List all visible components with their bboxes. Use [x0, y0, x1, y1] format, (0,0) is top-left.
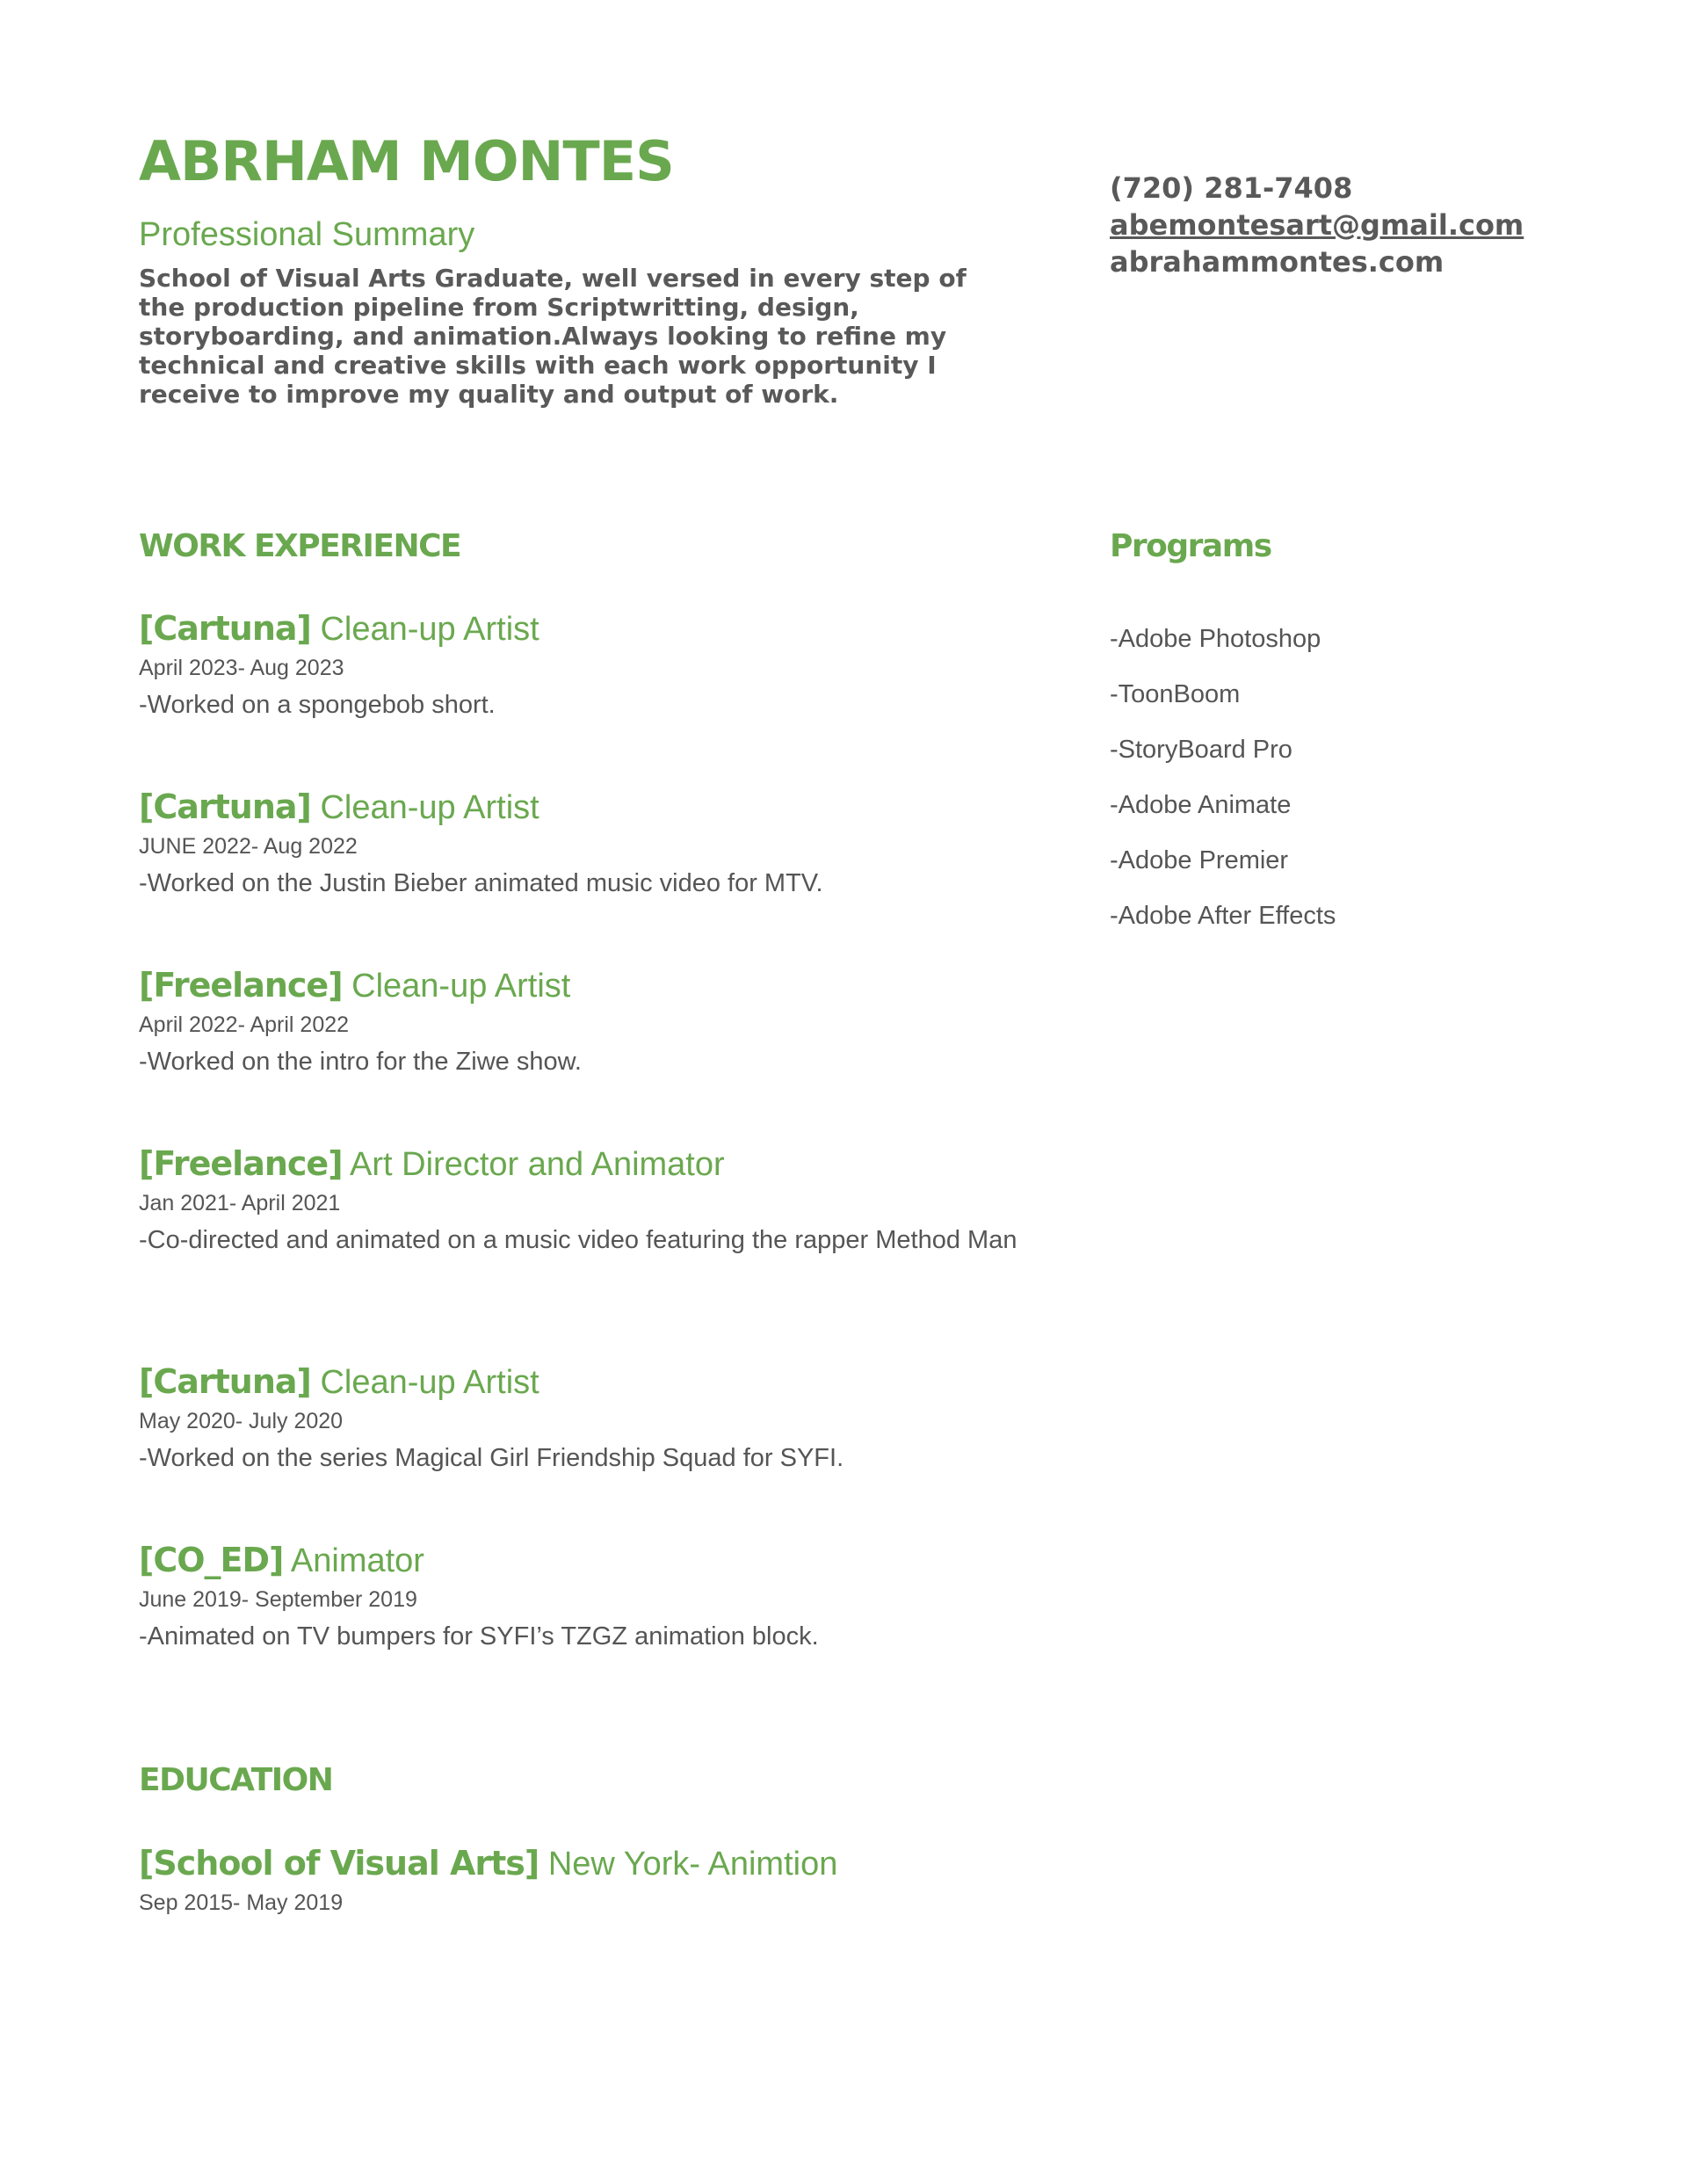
- job-title: [139, 611, 1061, 649]
- job-org: [Cartuna]: [139, 609, 311, 648]
- job-title: [139, 1364, 1061, 1402]
- resume-name: ABRHAM MONTES: [139, 129, 674, 193]
- job-entry: [139, 1364, 1061, 1477]
- program-item: -Adobe After Effects: [1110, 902, 1336, 930]
- school-name: [School of Visual Arts]: [139, 1844, 539, 1883]
- job-dates: April 2023- Aug 2023: [139, 655, 344, 680]
- website-text: abrahammontes.com: [1110, 245, 1444, 279]
- job-org: [Cartuna]: [139, 1362, 311, 1401]
- job-role: Art Director and Animator: [342, 1146, 725, 1183]
- job-title: [139, 968, 1061, 1005]
- job-description: -Worked on the series Magical Girl Friendship Squad for SYFI.: [139, 1443, 844, 1472]
- job-title: [139, 1542, 1061, 1580]
- education-title: [139, 1846, 837, 1883]
- education-dates: Sep 2015- May 2019: [139, 1890, 344, 1915]
- work-experience-heading: WORK EXPERIENCE: [139, 528, 461, 564]
- summary-text: School of Visual Arts Graduate, well versed in every step of the production pipeline from Scriptwritting, design, storyboarding, and animation.Always looking to refine my technical and creative skills with each work opportunity I receive to improve my quality and output of work.: [139, 264, 967, 409]
- job-org: [Freelance]: [139, 1144, 343, 1183]
- job-role: Clean-up Artist: [310, 789, 539, 826]
- job-description: -Animated on TV bumpers for SYFI’s TZGZ animation block.: [139, 1622, 819, 1651]
- programs-heading: Programs: [1110, 528, 1271, 564]
- job-entry: [139, 1146, 1061, 1259]
- job-dates: JUNE 2022- Aug 2022: [139, 833, 358, 859]
- summary-heading: Professional Summary: [139, 216, 475, 253]
- job-description: -Co-directed and animated on a music video featuring the rapper Method Man: [139, 1225, 1017, 1254]
- program-item: -Adobe Premier: [1110, 846, 1289, 874]
- job-title: [139, 1146, 1061, 1184]
- job-role: Animator: [283, 1542, 424, 1579]
- education-program: New York- Animtion: [539, 1846, 838, 1883]
- programs-list: [1110, 612, 1336, 944]
- job-role: Clean-up Artist: [310, 611, 539, 648]
- job-org: [CO_ED]: [139, 1541, 284, 1579]
- contact-block: [1110, 170, 1524, 280]
- job-entry: [139, 1542, 1061, 1656]
- job-description: -Worked on the Justin Bieber animated music video for MTV.: [139, 868, 823, 897]
- job-entry: [139, 968, 1061, 1081]
- job-dates: April 2022- April 2022: [139, 1012, 350, 1037]
- job-dates: June 2019- September 2019: [139, 1586, 417, 1612]
- program-item: -Adobe Animate: [1110, 791, 1292, 819]
- phone-number: (720) 281-7408: [1110, 171, 1353, 205]
- job-description: -Worked on the intro for the Ziwe show.: [139, 1047, 582, 1076]
- program-item: -StoryBoard Pro: [1110, 736, 1292, 764]
- job-entry: [139, 611, 1061, 724]
- job-entry: [139, 789, 1061, 903]
- job-description: -Worked on a spongebob short.: [139, 690, 496, 719]
- job-title: [139, 789, 1061, 827]
- job-dates: May 2020- July 2020: [139, 1408, 344, 1433]
- program-item: -ToonBoom: [1110, 680, 1241, 708]
- education-heading: EDUCATION: [139, 1762, 333, 1798]
- email-link[interactable]: abemontesart@gmail.com: [1110, 208, 1524, 242]
- job-role: Clean-up Artist: [310, 1364, 539, 1401]
- education-entry: [139, 1846, 837, 1916]
- job-org: [Cartuna]: [139, 787, 311, 826]
- job-org: [Freelance]: [139, 966, 343, 1005]
- program-item: -Adobe Photoshop: [1110, 625, 1321, 653]
- job-dates: Jan 2021- April 2021: [139, 1190, 341, 1215]
- job-role: Clean-up Artist: [342, 968, 571, 1005]
